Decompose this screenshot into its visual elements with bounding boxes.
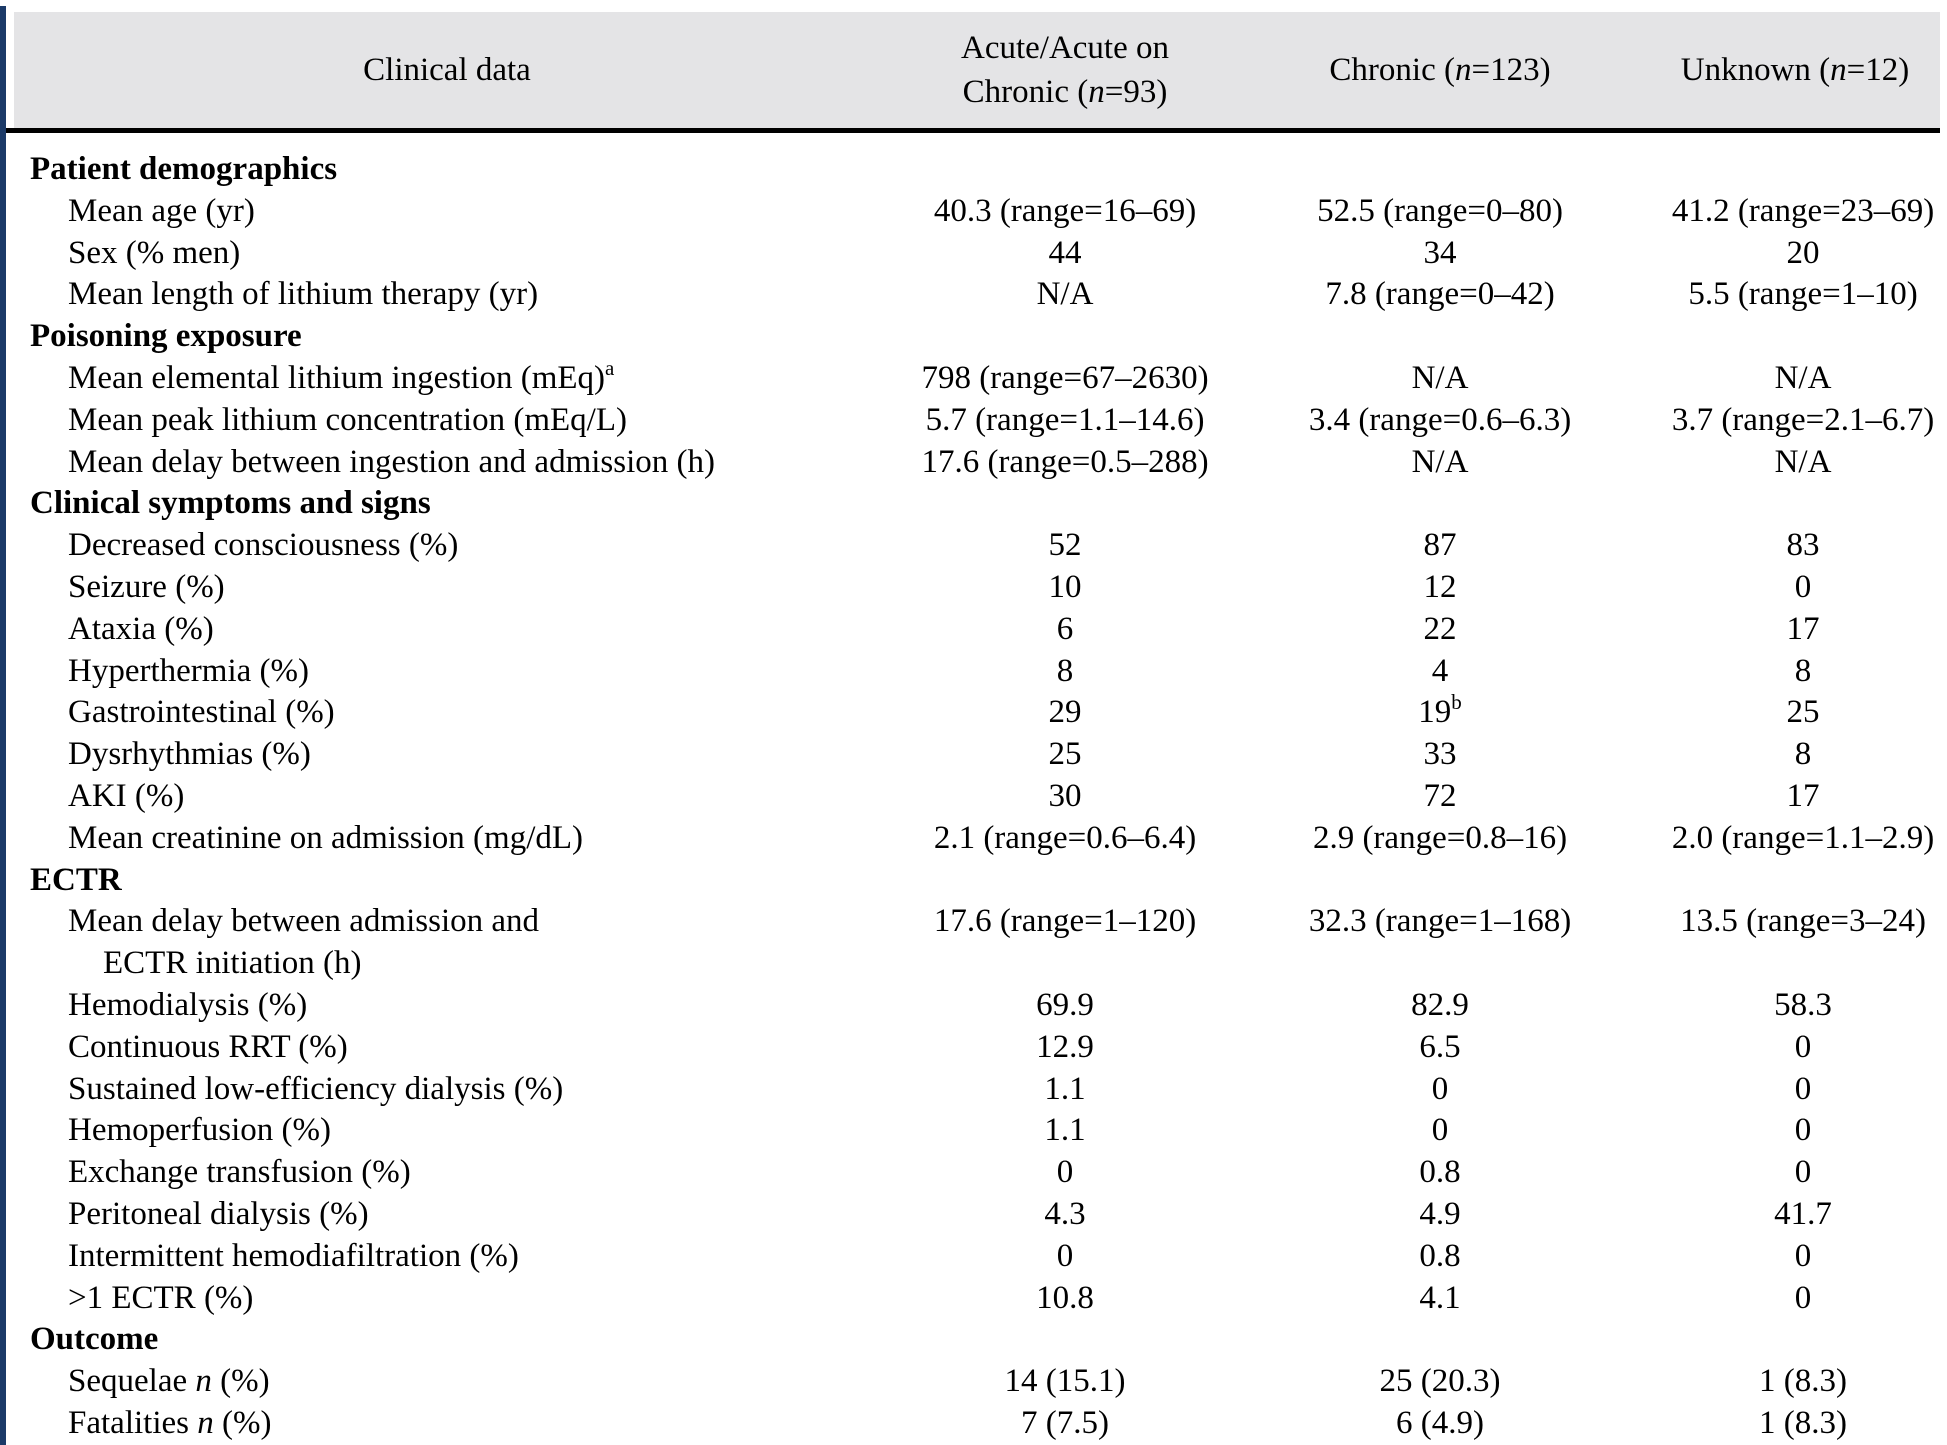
cell-value: 14 (15.1) <box>1004 1363 1126 1400</box>
cell-value: 6.5 <box>1419 1028 1461 1065</box>
row-label: Peritoneal dialysis (%) <box>68 1195 369 1232</box>
header-rule-patch <box>6 128 14 133</box>
cell-value: 0 <box>1794 1028 1812 1065</box>
cell-value: 4 <box>1431 652 1449 689</box>
cell-value: 0.8 <box>1419 1154 1461 1191</box>
table-row <box>14 901 1947 985</box>
header-unknown-group <box>1630 12 1947 131</box>
table-row <box>14 274 1947 316</box>
cell-value: 0 <box>1794 1070 1812 1107</box>
section-label: Patient demographics <box>30 151 338 187</box>
cell-value: 58.3 <box>1774 986 1832 1023</box>
section-row <box>14 483 1947 525</box>
cell-value: 1 (8.3) <box>1759 1363 1847 1400</box>
cell-value: 69.9 <box>1036 986 1094 1023</box>
cell-value: 2.9 (range=0.8–16) <box>1312 819 1568 856</box>
table-header <box>14 12 1947 131</box>
table-row <box>14 1069 1947 1111</box>
row-label: Gastrointestinal (%) <box>68 694 335 731</box>
section-label: Clinical symptoms and signs <box>30 485 431 522</box>
row-label: Mean creatinine on admission (mg/dL) <box>68 819 584 856</box>
row-label: Sequelae n (%) <box>68 1363 270 1400</box>
table-row <box>14 609 1947 651</box>
row-label: AKI (%) <box>68 777 185 814</box>
header-chronic-group <box>1250 12 1630 131</box>
row-label: Hemodialysis (%) <box>68 986 308 1023</box>
header-chronic-label: Chronic (n=123) <box>1329 52 1551 88</box>
left-accent-bar <box>0 6 6 1445</box>
cell-value: 25 <box>1786 694 1820 731</box>
table-row <box>14 818 1947 860</box>
cell-value: 25 <box>1048 736 1082 773</box>
cell-value: 3.7 (range=2.1–6.7) <box>1671 401 1935 438</box>
cell-value: 8 <box>1794 736 1812 773</box>
cell-value: 6 <box>1056 610 1074 647</box>
cell-value: 17.6 (range=1–120) <box>933 903 1197 940</box>
table-row <box>14 1194 1947 1236</box>
cell-value: N/A <box>1411 359 1469 396</box>
cell-value: 12.9 <box>1036 1028 1094 1065</box>
cell-value: 30 <box>1048 777 1082 814</box>
cell-value: 4.3 <box>1044 1195 1086 1232</box>
cell-value: 1.1 <box>1044 1070 1086 1107</box>
cell-value: 8 <box>1794 652 1812 689</box>
cell-value: 0 <box>1794 1237 1812 1274</box>
row-label: Sex (% men) <box>68 234 241 271</box>
clinical-data-table-wrap <box>14 12 1947 1445</box>
row-label: Intermittent hemodiafiltration (%) <box>68 1237 519 1274</box>
cell-value: 17 <box>1786 777 1820 814</box>
row-label: Mean delay between ingestion and admission (h) <box>68 443 715 480</box>
cell-value: 82.9 <box>1411 986 1469 1023</box>
cell-value: 34 <box>1423 234 1457 271</box>
cell-value: 0 <box>1794 1154 1812 1191</box>
cell-value: 32.3 (range=1–168) <box>1308 903 1572 940</box>
table-row <box>14 191 1947 233</box>
cell-value: 2.1 (range=0.6–6.4) <box>933 819 1197 856</box>
table-row <box>14 1027 1947 1069</box>
table-row <box>14 1236 1947 1278</box>
cell-value: 0.8 <box>1419 1237 1461 1274</box>
table-row <box>14 1403 1947 1445</box>
cell-value: 10.8 <box>1036 1279 1094 1316</box>
cell-value: 72 <box>1423 777 1457 814</box>
cell-value: N/A <box>1036 276 1094 313</box>
table-row <box>14 734 1947 776</box>
cell-value: 0 <box>1431 1112 1449 1149</box>
cell-value: 41.2 (range=23–69) <box>1671 192 1935 229</box>
header-row <box>14 12 1947 131</box>
row-label: Decreased consciousness (%) <box>68 527 459 564</box>
cell-value: 13.5 (range=3–24) <box>1680 903 1926 940</box>
header-acute-line1: Acute/Acute on <box>960 30 1169 66</box>
cell-value: 4.1 <box>1419 1279 1461 1316</box>
row-label: Mean age (yr) <box>68 192 255 229</box>
cell-value: 0 <box>1794 568 1812 605</box>
cell-value: 41.7 <box>1774 1195 1832 1232</box>
row-label: Hyperthermia (%) <box>68 652 309 689</box>
clinical-data-table <box>14 12 1947 1445</box>
row-label: Mean delay between admission and ECTR initiation (h) <box>14 901 880 985</box>
cell-value: 22 <box>1423 610 1457 647</box>
row-label: Continuous RRT (%) <box>68 1028 348 1065</box>
section-label: Outcome <box>30 1321 159 1358</box>
row-label: >1 ECTR (%) <box>68 1279 254 1316</box>
row-label: Fatalities n (%) <box>68 1404 272 1441</box>
cell-value: 5.7 (range=1.1–14.6) <box>925 401 1205 438</box>
cell-value: 87 <box>1423 527 1457 564</box>
cell-value: 7.8 (range=0–42) <box>1325 276 1555 313</box>
cell-value: 5.5 (range=1–10) <box>1688 276 1918 313</box>
header-unknown-label: Unknown (n=12) <box>1680 52 1910 88</box>
table-row <box>14 1152 1947 1194</box>
cell-value: 8 <box>1056 652 1074 689</box>
cell-value: 0 <box>1056 1154 1074 1191</box>
cell-value: 0 <box>1056 1237 1074 1274</box>
cell-value: 4.9 <box>1419 1195 1461 1232</box>
cell-value: 0 <box>1431 1070 1449 1107</box>
table-row <box>14 1361 1947 1403</box>
section-row <box>14 316 1947 358</box>
cell-value: 25 (20.3) <box>1379 1363 1501 1400</box>
section-label: Poisoning exposure <box>30 318 302 355</box>
table-row <box>14 400 1947 442</box>
section-row <box>14 860 1947 902</box>
table-row <box>14 233 1947 275</box>
table-row <box>14 567 1947 609</box>
cell-value: 3.4 (range=0.6–6.3) <box>1308 401 1572 438</box>
row-label: Seizure (%) <box>68 568 225 605</box>
section-label: ECTR <box>30 861 122 898</box>
cell-value: 1.1 <box>1044 1112 1086 1149</box>
cell-value: 7 (7.5) <box>1021 1404 1109 1441</box>
cell-value: 2.0 (range=1.1–2.9) <box>1671 819 1935 856</box>
cell-value: 33 <box>1423 736 1457 773</box>
table-row <box>14 1278 1947 1320</box>
row-label: Dysrhythmias (%) <box>68 736 311 773</box>
cell-value: 6 (4.9) <box>1396 1404 1484 1441</box>
cell-value: 83 <box>1786 527 1820 564</box>
table-row <box>14 651 1947 693</box>
table-row <box>14 358 1947 400</box>
row-label: Sustained low-efficiency dialysis (%) <box>68 1070 564 1107</box>
table-row <box>14 1110 1947 1152</box>
section-row <box>14 1319 1947 1361</box>
table-row <box>14 776 1947 818</box>
cell-value: N/A <box>1774 359 1832 396</box>
cell-value: 19$^b$ <box>1418 690 1462 731</box>
cell-value: 17 <box>1786 610 1820 647</box>
right-margin-strip <box>1940 0 1947 133</box>
cell-value: 52 <box>1048 527 1082 564</box>
table-row <box>14 985 1947 1027</box>
row-label: Hemoperfusion (%) <box>68 1112 332 1149</box>
row-label: Mean elemental lithium ingestion (mEq)$^a$ <box>68 355 615 396</box>
row-label: Mean length of lithium therapy (yr) <box>68 276 539 313</box>
cell-value: 1 (8.3) <box>1759 1404 1847 1441</box>
cell-value: 798 (range=67–2630) <box>921 359 1209 396</box>
header-acute-line2: Chronic (n=93) <box>962 74 1168 110</box>
header-clinical-data <box>14 12 880 131</box>
cell-value: 17.6 (range=0.5–288) <box>921 443 1209 480</box>
section-row <box>14 131 1947 191</box>
cell-value: 29 <box>1048 694 1082 731</box>
row-label: Ataxia (%) <box>68 610 214 647</box>
cell-value: 12 <box>1423 568 1457 605</box>
cell-value: N/A <box>1774 443 1832 480</box>
cell-value: 0 <box>1794 1279 1812 1316</box>
table-body <box>14 131 1947 1445</box>
row-label: Mean peak lithium concentration (mEq/L) <box>68 401 627 438</box>
cell-value: 10 <box>1048 568 1082 605</box>
cell-value: 44 <box>1048 234 1082 271</box>
cell-value: 0 <box>1794 1112 1812 1149</box>
table-row <box>14 525 1947 567</box>
cell-value: 52.5 (range=0–80) <box>1317 192 1563 229</box>
table-row <box>14 692 1947 734</box>
table-row <box>14 442 1947 484</box>
cell-value: 20 <box>1786 234 1820 271</box>
cell-value: N/A <box>1411 443 1469 480</box>
header-clinical-data-label: Clinical data <box>363 52 531 88</box>
row-label: Exchange transfusion (%) <box>68 1154 411 1191</box>
header-acute-group <box>880 12 1250 131</box>
cell-value: 40.3 (range=16–69) <box>933 192 1197 229</box>
row-label-line2: ECTR initiation (h) <box>103 945 362 982</box>
